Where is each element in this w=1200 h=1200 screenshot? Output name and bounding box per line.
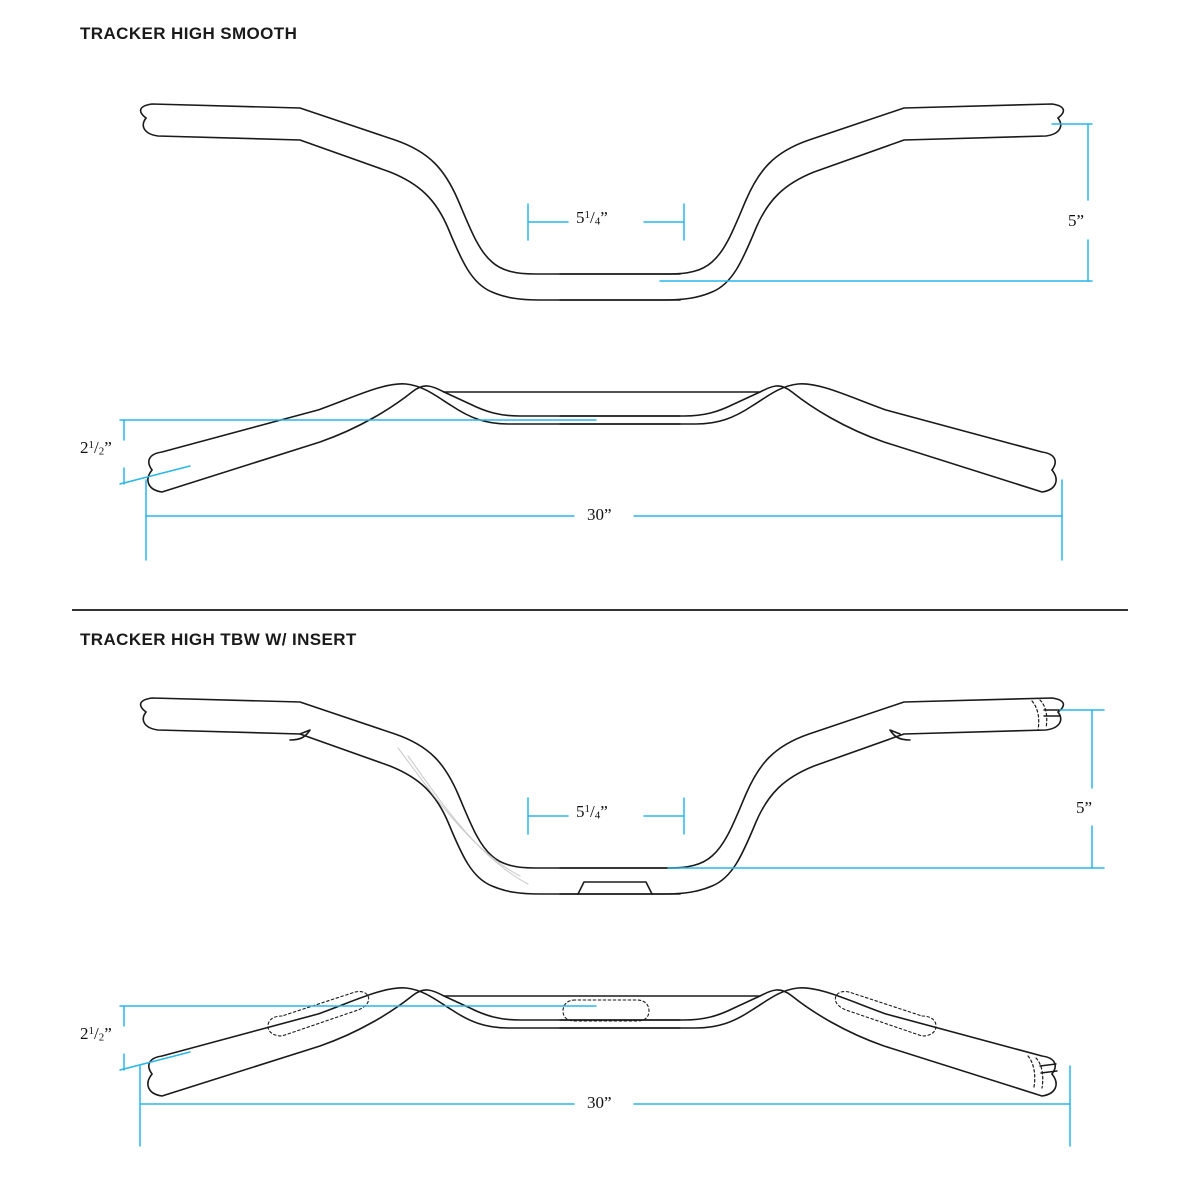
dim-value-unit: ” bbox=[600, 802, 608, 821]
dim-label-s1-overall-width bbox=[587, 505, 612, 525]
dim-label-s2-rise bbox=[1076, 798, 1092, 818]
dim-label-s1-pullback: $2^1/_2$” bbox=[80, 438, 112, 458]
dim-value-unit: ” bbox=[600, 208, 608, 227]
dim-value-denominator: 4 bbox=[594, 215, 601, 228]
dim-value-unit: ” bbox=[1084, 798, 1093, 817]
section-title-tracker-high-tbw-w-insert: TRACKER HIGH TBW W/ INSERT bbox=[80, 630, 357, 649]
tbw-front-wire-channels bbox=[268, 992, 936, 1036]
dim-s1-rise bbox=[660, 124, 1092, 281]
dim-value-denominator: 4 bbox=[594, 809, 601, 822]
dim-label-s1-rise bbox=[1068, 211, 1084, 231]
dim-s2-pullback bbox=[120, 1006, 596, 1070]
tbw-side-view-outline bbox=[141, 698, 1064, 894]
dim-value-numerator: 1 bbox=[584, 803, 590, 816]
section-divider bbox=[72, 609, 1128, 611]
dim-value-unit: ” bbox=[104, 1024, 112, 1043]
dim-value-numerator: 1 bbox=[88, 439, 94, 452]
dim-value-denominator: 2 bbox=[98, 1031, 105, 1044]
dim-value-denominator: 2 bbox=[98, 445, 105, 458]
dim-value-whole: 2 bbox=[80, 438, 89, 457]
dim-value-whole: 30 bbox=[587, 1093, 604, 1112]
dim-value-unit: ” bbox=[604, 1093, 612, 1112]
dim-label-s1-center-width: $5^1/_4$” bbox=[576, 208, 608, 228]
dim-value-whole: 30 bbox=[587, 505, 604, 524]
dim-value-numerator: 1 bbox=[584, 209, 590, 222]
dim-value-whole: 5 bbox=[1076, 798, 1085, 817]
dim-s2-rise bbox=[668, 710, 1104, 868]
section-title-tracker-high-smooth: TRACKER HIGH SMOOTH bbox=[80, 24, 298, 43]
dim-value-unit: ” bbox=[604, 505, 612, 524]
dim-value-unit: ” bbox=[1076, 211, 1085, 230]
dim-s1-pullback bbox=[120, 420, 596, 484]
dim-value-whole: 2 bbox=[80, 1024, 89, 1043]
dim-value-unit: ” bbox=[104, 438, 112, 457]
dim-value-whole: 5 bbox=[576, 802, 585, 821]
dim-value-whole: 5 bbox=[576, 208, 585, 227]
smooth-front-view-outline bbox=[148, 384, 1056, 492]
tbw-front-insert-slot bbox=[1028, 1056, 1043, 1088]
dim-label-s2-overall-width bbox=[587, 1093, 612, 1113]
tbw-front-view-outline bbox=[148, 988, 1056, 1096]
dim-value-whole: 5 bbox=[1068, 211, 1077, 230]
tbw-side-insert-slot bbox=[1032, 700, 1047, 730]
dim-label-s2-center-width: $5^1/_4$” bbox=[576, 802, 608, 822]
dim-label-s2-pullback: $2^1/_2$” bbox=[80, 1024, 112, 1044]
dim-value-numerator: 1 bbox=[88, 1025, 94, 1038]
smooth-side-view-outline bbox=[141, 104, 1064, 300]
